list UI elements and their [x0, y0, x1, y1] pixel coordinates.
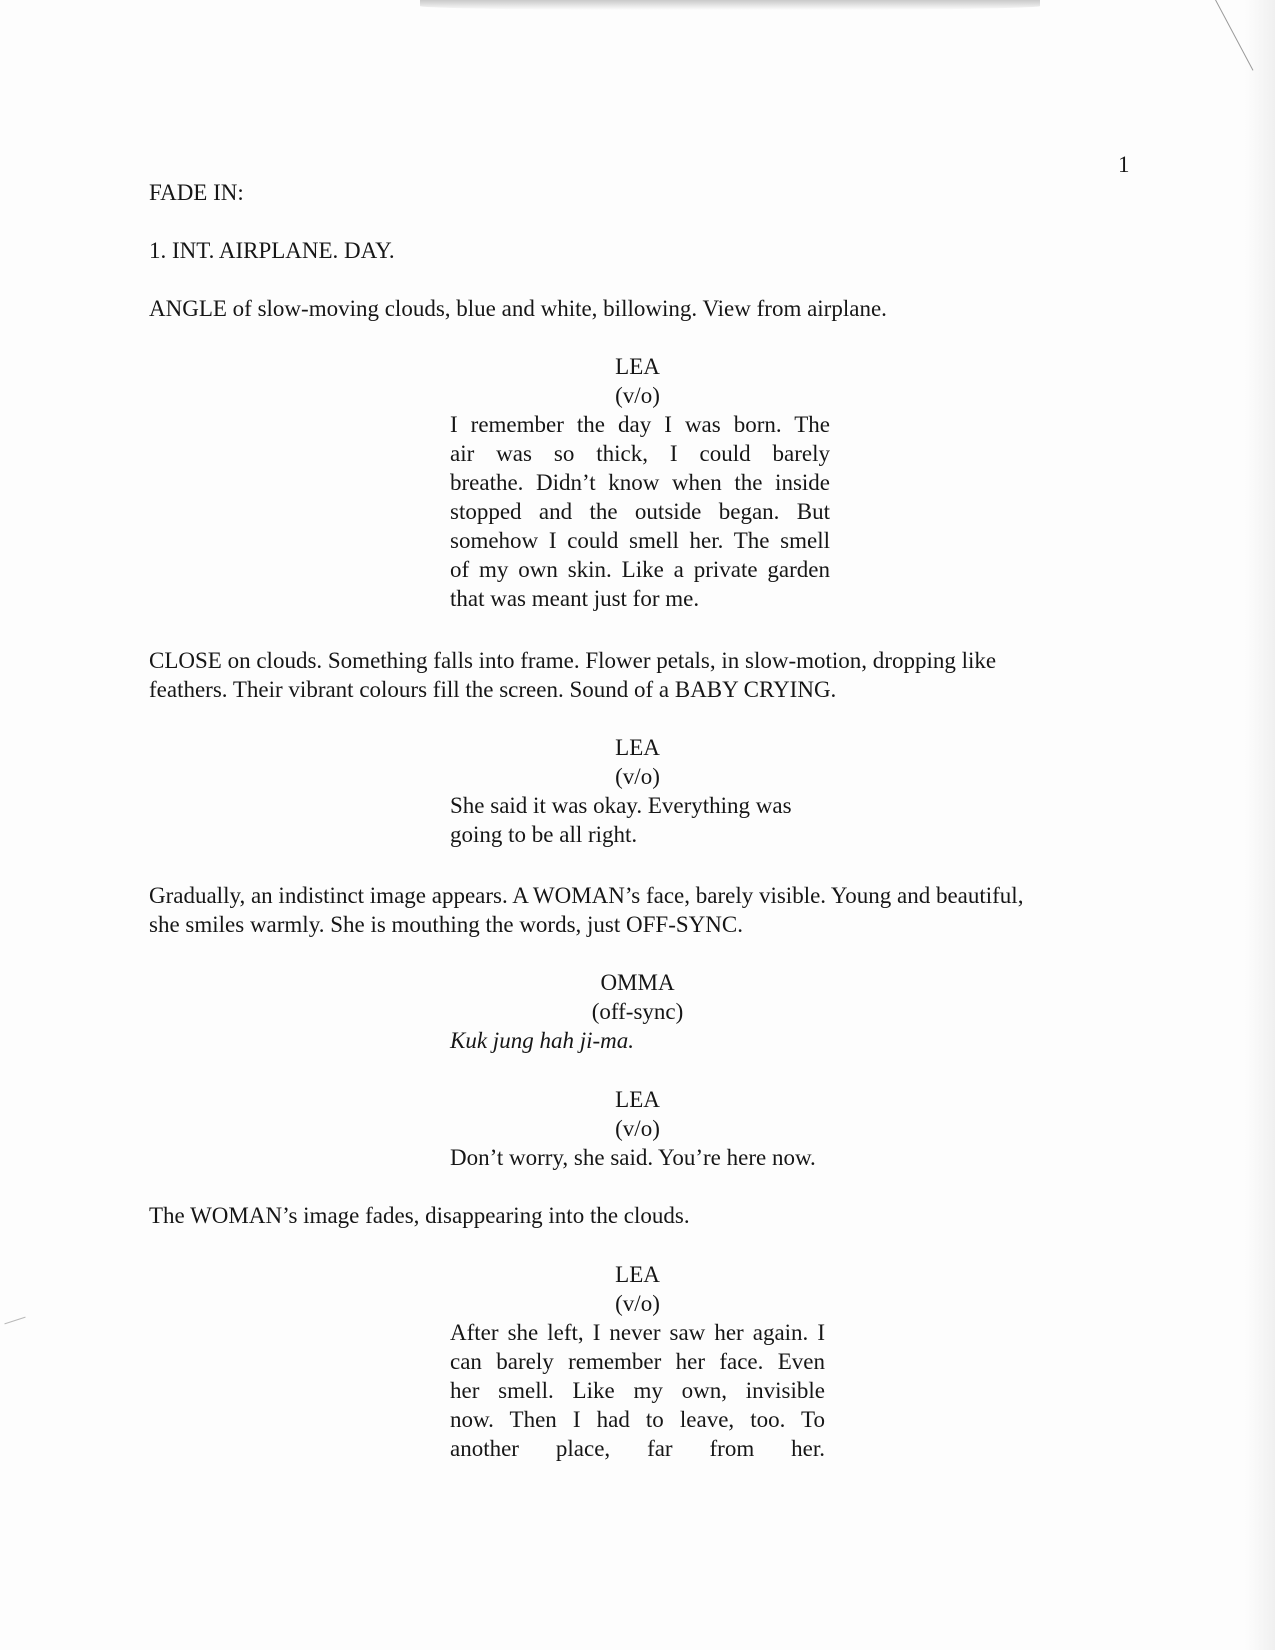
parenthetical: (v/o) — [615, 383, 660, 408]
dialogue-block — [450, 410, 830, 613]
dialogue-line: She said it was okay. Everything was — [450, 793, 792, 818]
character-name: LEA — [615, 735, 660, 760]
parenthetical: (v/o) — [615, 764, 660, 789]
character-name: LEA — [615, 354, 660, 379]
dialogue-block — [450, 1026, 634, 1055]
dialogue-line: I remember the day I was born. The — [450, 412, 830, 437]
dialogue-line: breathe. Didn’t know when the inside — [450, 470, 830, 495]
dialogue-line: can barely remember her face. Even — [450, 1349, 825, 1374]
dialogue-block — [450, 1143, 816, 1172]
character-name: LEA — [615, 1262, 660, 1287]
dialogue-line: her smell. Like my own, invisible — [450, 1378, 825, 1403]
parenthetical: (v/o) — [615, 1291, 660, 1316]
dialogue-line: that was meant just for me. — [450, 586, 700, 611]
character-name: OMMA — [600, 970, 675, 995]
dialogue-line: air was so thick, I could barely — [450, 441, 830, 466]
dialogue-line: going to be all right. — [450, 822, 638, 847]
action-line: she smiles warmly. She is mouthing the words, just OFF-SYNC. — [149, 912, 743, 937]
dialogue-block — [450, 791, 792, 849]
action-line: CLOSE on clouds. Something falls into frame. Flower petals, in slow-motion, dropping like — [149, 648, 997, 673]
page-number: 1 — [1118, 152, 1130, 177]
action-paragraph — [149, 646, 996, 704]
scan-shadow-right — [1245, 0, 1275, 1650]
dialogue-line: Kuk jung hah ji-ma. — [450, 1028, 634, 1053]
dialogue-line: After she left, I never saw her again. I — [450, 1320, 825, 1345]
action-line: ANGLE of slow-moving clouds, blue and white, billowing. View from airplane. — [149, 296, 887, 321]
scan-shadow-top — [420, 0, 1040, 10]
dialogue-line: now. Then I had to leave, too. To — [450, 1407, 825, 1432]
dialogue-line: stopped and the outside began. But — [450, 499, 830, 524]
action-line: Gradually, an indistinct image appears. A WOMAN’s face, barely visible. Young and beautiful, — [149, 883, 1024, 908]
action-paragraph — [149, 881, 1023, 939]
action-line: The WOMAN’s image fades, disappearing into the clouds. — [149, 1203, 690, 1228]
dialogue-line: somehow I could smell her. The smell — [450, 528, 830, 553]
dialogue-line: Don’t worry, she said. You’re here now. — [450, 1145, 816, 1170]
parenthetical: (off-sync) — [591, 999, 684, 1024]
character-name: LEA — [615, 1087, 660, 1112]
transition: FADE IN: — [149, 180, 244, 205]
dialogue-block — [450, 1318, 825, 1463]
parenthetical: (v/o) — [615, 1116, 660, 1141]
dialogue-line: of my own skin. Like a private garden — [450, 557, 830, 582]
action-line: feathers. Their vibrant colours fill the screen. Sound of a BABY CRYING. — [149, 677, 837, 702]
dialogue-line: another place, far from her. — [450, 1436, 825, 1461]
scene-heading: 1. INT. AIRPLANE. DAY. — [149, 238, 395, 263]
